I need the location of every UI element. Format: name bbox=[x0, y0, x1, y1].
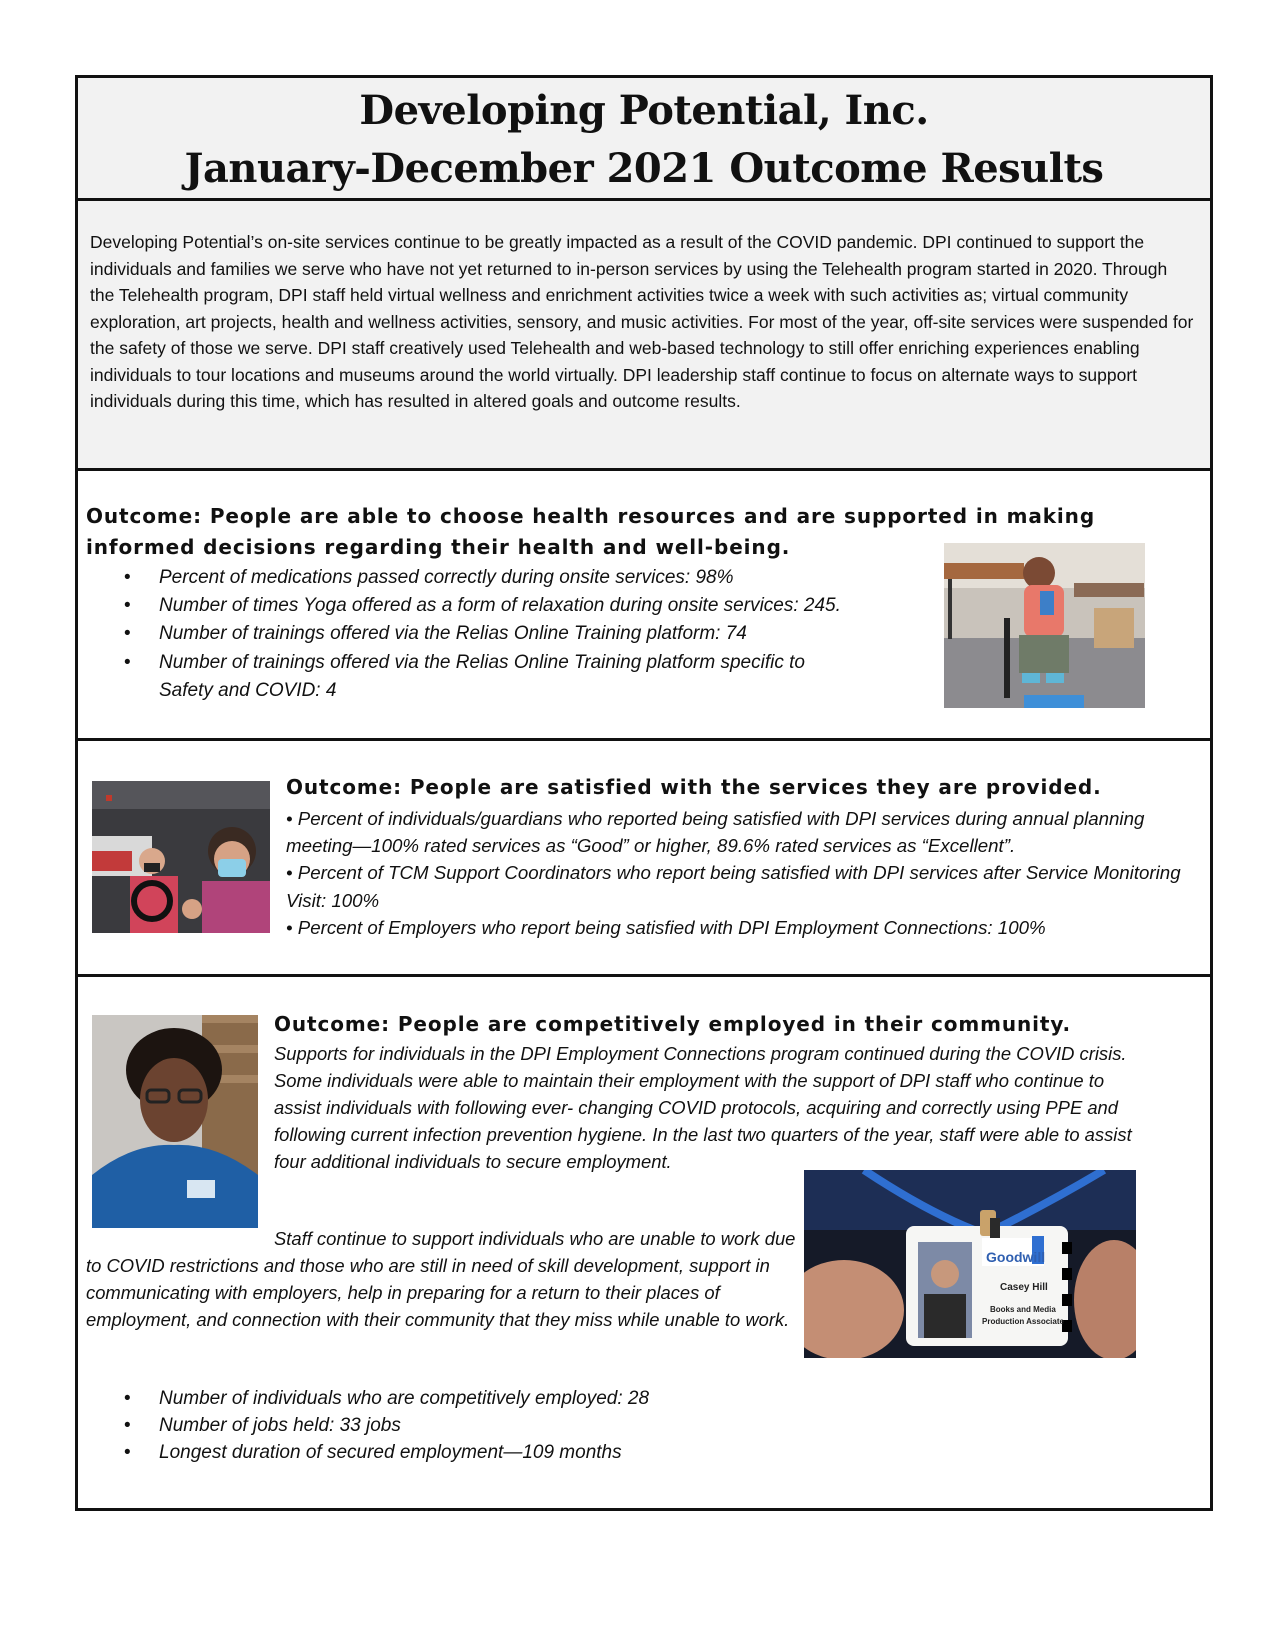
employment-bullet-list bbox=[86, 1385, 786, 1467]
list-item: • Longest duration of secured employment—109 months bbox=[86, 1439, 786, 1466]
intro-section bbox=[78, 201, 1210, 471]
health-outcome-heading: Outcome: People are able to choose health resources and are supported in making informed decisions regarding their health and well-being. bbox=[86, 504, 1096, 559]
badge-role-line-1: Books and Media bbox=[990, 1305, 1056, 1314]
employment-outcome-section bbox=[78, 977, 1210, 1508]
employment-paragraph-2: Staff continue to support individuals who are unable to work due to COVID restrictions and those who are still in need of skill development, support in communicating with employers, help in preparing for a return to their places of employment, and connection with their community that they miss while unable to work. bbox=[86, 1228, 796, 1331]
title-line-1: Developing Potential, Inc. bbox=[359, 87, 929, 134]
list-item: • Percent of medications passed correctly during onsite services: 98% bbox=[86, 564, 846, 592]
employment-outcome-heading: Outcome: People are competitively employed in their community. bbox=[274, 1012, 1071, 1036]
bullet-dot: • bbox=[124, 623, 131, 645]
satisfaction-outcome-section bbox=[78, 741, 1210, 977]
title-section bbox=[78, 78, 1210, 201]
badge-name-text: Casey Hill bbox=[1000, 1282, 1048, 1293]
health-outcome-section bbox=[78, 471, 1210, 741]
bullet-dot: • bbox=[124, 595, 131, 617]
list-item: • Number of jobs held: 33 jobs bbox=[86, 1412, 786, 1439]
list-item: • Number of individuals who are competitively employed: 28 bbox=[86, 1385, 786, 1412]
list-item: • Percent of individuals/guardians who reported being satisfied with DPI services during annual planning meeting—100% rated services as “Good” or higher, 89.6% rated services as “Excellent”. bbox=[286, 808, 1145, 857]
employment-paragraph-1: Supports for individuals in the DPI Employment Connections program continued during the COVID crisis. Some individuals were able to maintain their employment with the support of DPI staff who continue to assist individuals with following ever- changing COVID protocols, acquiring and correctly using PPE and following current infection prevention hygiene. In the last two quarters of the year, staff were able to assist four additional individuals to secure employment. bbox=[274, 1043, 1132, 1173]
list-item: • Percent of Employers who report being satisfied with DPI Employment Connections: 100% bbox=[286, 916, 1046, 938]
intro-paragraph: Developing Potential’s on-site services continue to be greatly impacted as a result of the COVID pandemic. DPI continued to support the individuals and families we serve who have not yet returned to in-person services by using the Telehealth program started in 2020. Through the Telehealth program, DPI staff held virtual wellness and enrichment activities twice a week with such activities as; virtual community exploration, art projects, health and wellness activities, sensory, and music activities. For most of the year, off-site services were suspended for the safety of those we serve. DPI staff creatively used Telehealth and web-based technology to still offer enriching experiences enabling individuals to tour locations and museums around the world virtually. DPI leadership staff continue to focus on alternate ways to support individuals during this time, which has resulted in altered goals and outcome results. bbox=[90, 232, 1194, 411]
satisfaction-items bbox=[286, 805, 1201, 941]
yoga-photo bbox=[944, 543, 1145, 708]
satisfaction-outcome-heading: Outcome: People are satisfied with the services they are provided. bbox=[286, 775, 1102, 799]
document-frame bbox=[75, 75, 1213, 1511]
employee-portrait-photo bbox=[92, 1015, 258, 1228]
health-bullet-list bbox=[86, 564, 846, 705]
bullet-dot: • bbox=[124, 1388, 131, 1409]
list-item: • Number of trainings offered via the Relias Online Training platform specific to Safety and COVID: 4 bbox=[86, 649, 846, 705]
bullet-dot: • bbox=[124, 1442, 131, 1464]
goodwill-badge-photo bbox=[804, 1170, 1136, 1358]
bullet-dot: • bbox=[124, 567, 131, 588]
car-selfie-photo bbox=[92, 781, 270, 933]
list-item: • Number of trainings offered via the Relias Online Training platform: 74 bbox=[86, 620, 846, 648]
bullet-dot: • bbox=[124, 1415, 131, 1437]
page-title bbox=[78, 78, 1210, 198]
bullet-dot: • bbox=[124, 651, 131, 673]
list-item: • Number of times Yoga offered as a form of relaxation during onsite services: 245. bbox=[86, 592, 846, 620]
badge-brand-text: Goodwill bbox=[986, 1249, 1046, 1265]
badge-role-line-2: Production Associate bbox=[982, 1317, 1064, 1326]
title-line-2: January-December 2021 Outcome Results bbox=[184, 145, 1104, 192]
list-item: • Percent of TCM Support Coordinators who report being satisfied with DPI services after Service Monitoring Visit: 100% bbox=[286, 862, 1181, 911]
